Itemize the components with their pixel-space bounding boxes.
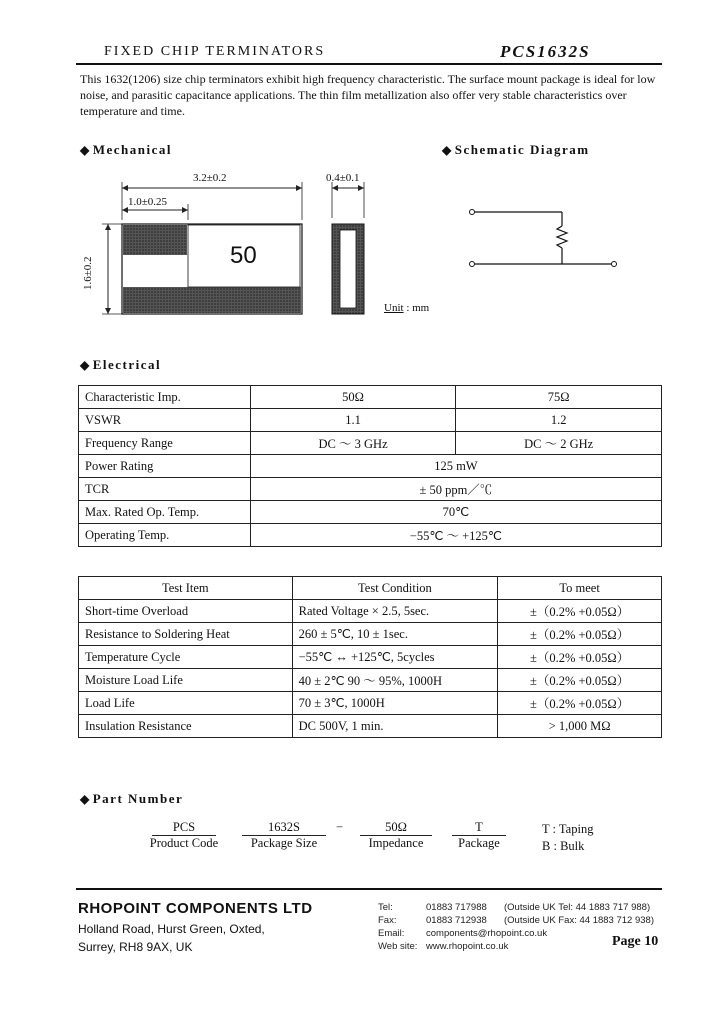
contact-tel: Tel: 01883 717988 (Outside UK Tel: 44 1883 717 988) — [378, 902, 651, 913]
test-item: Resistance to Soldering Heat — [79, 623, 293, 646]
diamond-icon: ◆ — [80, 792, 91, 806]
website-link[interactable]: www.rhopoint.co.uk — [426, 941, 509, 952]
table-row — [79, 432, 662, 455]
value-75: 1.2 — [456, 409, 662, 432]
value-75: DC ～ 2 GHz — [456, 432, 662, 455]
chip-marking: 50 — [230, 242, 257, 269]
header-test-condition: Test Condition — [292, 577, 498, 600]
header-test-item: Test Item — [79, 577, 293, 600]
row-value: 125 mW — [250, 455, 661, 478]
test-condition: 40 ± 2℃ 90 ～ 95%, 1000H — [292, 669, 498, 692]
row-label: TCR — [79, 478, 251, 501]
model-number: PCS1632S — [500, 42, 591, 61]
dim-height-label: 1.6±0.2 — [82, 256, 94, 290]
table-row — [79, 692, 662, 715]
contact-email: Email: components@rhopoint.co.uk — [378, 928, 548, 939]
contact-fax: Fax: 01883 712938 (Outside UK Fax: 44 1883 712 938) — [378, 915, 654, 926]
dim-thickness-label: 0.4±0.1 — [326, 172, 360, 184]
row-label: VSWR — [79, 409, 251, 432]
table-row — [79, 669, 662, 692]
footer-rule — [76, 888, 662, 890]
test-item: Short-time Overload — [79, 600, 293, 623]
email-link[interactable]: components@rhopoint.co.uk — [426, 928, 548, 939]
terminal-pad-top — [123, 225, 187, 255]
value-75: 75Ω — [456, 386, 662, 409]
table-row — [79, 386, 662, 409]
pn-segment: PCS Product Code — [149, 820, 219, 850]
test-condition: 70 ± 3℃, 1000H — [292, 692, 498, 715]
row-label: Max. Rated Op. Temp. — [79, 501, 251, 524]
electrical-heading: ◆ Electrical — [80, 357, 162, 372]
diamond-icon: ◆ — [80, 358, 91, 372]
row-value: 70℃ — [250, 501, 661, 524]
row-label: Power Rating — [79, 455, 251, 478]
test-item: Insulation Resistance — [79, 715, 293, 738]
table-row — [79, 501, 662, 524]
schematic-diagram — [460, 200, 630, 280]
pn-segment: 50Ω Impedance — [354, 820, 438, 851]
table-row — [79, 455, 662, 478]
table-row — [79, 409, 662, 432]
table-row — [79, 524, 662, 547]
header-to-meet: To meet — [498, 577, 662, 600]
test-item: Moisture Load Life — [79, 669, 293, 692]
test-meet: ±（0.2% +0.05Ω） — [498, 646, 662, 669]
table-row — [79, 478, 662, 501]
test-condition: DC 500V, 1 min. — [292, 715, 498, 738]
test-item: Load Life — [79, 692, 293, 715]
row-value: ± 50 ppm／℃ — [250, 478, 661, 501]
dim-pad-label: 1.0±0.25 — [128, 196, 168, 208]
company-name: RHOPOINT COMPONENTS LTD — [78, 900, 313, 917]
resistor-icon — [557, 226, 567, 248]
test-condition: Rated Voltage × 2.5, 5sec. — [292, 600, 498, 623]
test-meet: ±（0.2% +0.05Ω） — [498, 692, 662, 715]
value-50: 1.1 — [250, 409, 456, 432]
page-number: Page 10 — [612, 934, 659, 949]
test-table — [78, 576, 662, 738]
row-label: Operating Temp. — [79, 524, 251, 547]
diamond-icon: ◆ — [80, 143, 91, 157]
test-meet: ±（0.2% +0.05Ω） — [498, 600, 662, 623]
company-address: Holland Road, Hurst Green, Oxted, Surrey, RH8 9AX, UK — [78, 922, 265, 954]
test-condition: 260 ± 5℃, 10 ± 1sec. — [292, 623, 498, 646]
unit-note: Unit : mm — [384, 302, 430, 314]
header-rule — [76, 63, 662, 65]
pn-option: B : Bulk — [542, 839, 585, 853]
intro-paragraph: This 1632(1206) size chip terminators exhibit high frequency characteristic. The surface mount package is ideal for low noise, and parasitic capacitance applications. The thin film metallization also offer very stable characteristics over temperature and time. — [80, 72, 656, 118]
terminal-pad-bottom — [123, 287, 301, 313]
pn-option: T : Taping — [542, 822, 594, 836]
dim-length-label: 3.2±0.2 — [193, 172, 227, 184]
table-row — [79, 623, 662, 646]
electrical-table — [78, 385, 662, 547]
test-meet: ±（0.2% +0.05Ω） — [498, 669, 662, 692]
table-header-row — [79, 577, 662, 600]
part-number-heading: ◆ Part Number — [80, 791, 184, 806]
mechanical-heading: ◆ Mechanical — [80, 142, 172, 157]
table-row — [79, 646, 662, 669]
table-row — [79, 715, 662, 738]
test-meet: > 1,000 MΩ — [498, 715, 662, 738]
test-meet: ±（0.2% +0.05Ω） — [498, 623, 662, 646]
table-row — [79, 600, 662, 623]
contact-web: Web site: www.rhopoint.co.uk — [378, 941, 509, 952]
test-condition: −55℃ ↔ +125℃, 5cycles — [292, 646, 498, 669]
pn-segment: 1632S Package Size — [236, 820, 332, 851]
schematic-heading: ◆ Schematic Diagram — [442, 142, 590, 157]
row-label: Frequency Range — [79, 432, 251, 455]
pn-segment: T Package — [446, 820, 512, 851]
pn-dash: − — [336, 820, 344, 834]
test-item: Temperature Cycle — [79, 646, 293, 669]
row-value: −55℃ ～ +125℃ — [250, 524, 661, 547]
row-label: Characteristic Imp. — [79, 386, 251, 409]
value-50: 50Ω — [250, 386, 456, 409]
document-title: FIXED CHIP TERMINATORS — [104, 44, 326, 59]
value-50: DC ～ 3 GHz — [250, 432, 456, 455]
diamond-icon: ◆ — [442, 143, 453, 157]
